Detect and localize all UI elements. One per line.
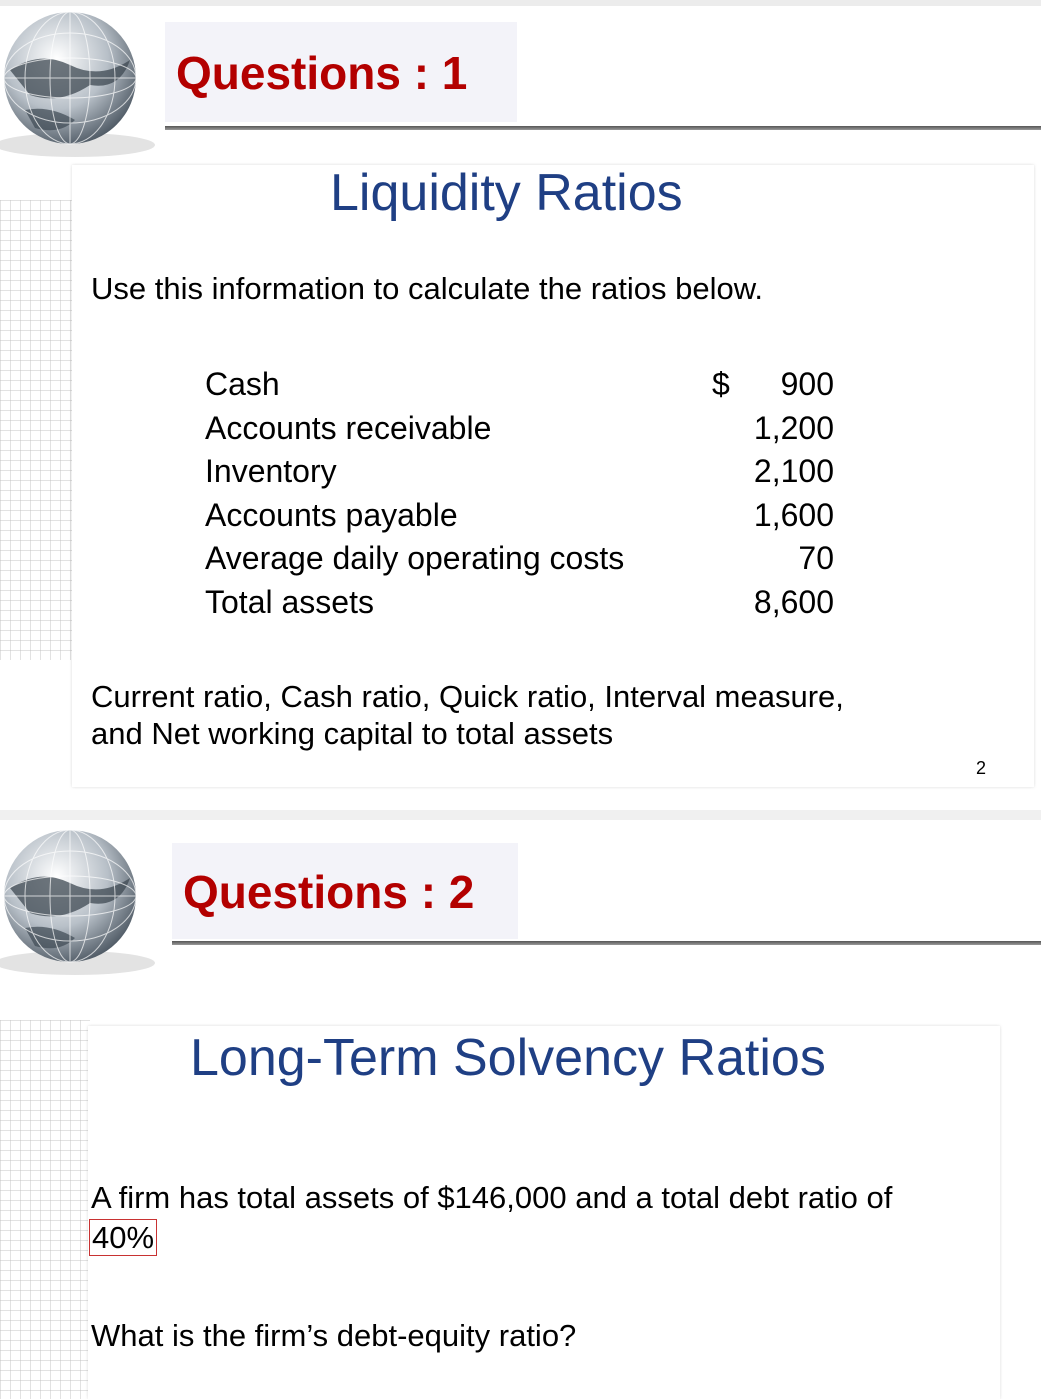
slide-2: [0, 820, 1041, 1399]
intro-text: Use this information to calculate the ratios below.: [91, 271, 764, 306]
section-heading: Liquidity Ratios: [330, 164, 683, 222]
question-text: What is the firm’s debt-equity ratio?: [91, 1318, 577, 1353]
problem-highlight: [89, 1220, 157, 1256]
title-divider: [172, 941, 1041, 945]
item-label-total-assets: Total assets: [205, 584, 374, 620]
page-number: 2: [976, 758, 987, 778]
currency-symbol: $: [712, 366, 730, 402]
item-label-accounts-payable: Accounts payable: [205, 497, 458, 533]
ratios-line-1: Current ratio, Cash ratio, Quick ratio, Interval measure,: [91, 679, 844, 714]
item-value-inventory: 2,100: [753, 453, 834, 489]
grid-decoration: [0, 1020, 90, 1399]
section-heading: Long-Term Solvency Ratios: [190, 1029, 826, 1087]
question-title: Questions : 2: [183, 866, 475, 918]
problem-text: A firm has total assets of $146,000 and a total debt ratio of: [91, 1180, 893, 1215]
globe-icon: [0, 10, 160, 160]
item-label-cash: Cash: [205, 366, 280, 402]
item-value-accounts-payable: 1,600: [753, 497, 834, 533]
item-label-avg-daily-costs: Average daily operating costs: [205, 540, 625, 576]
item-value-cash: 900: [780, 366, 834, 402]
item-value-accounts-receivable: 1,200: [753, 410, 834, 446]
top-border: [0, 0, 1041, 6]
item-value-avg-daily-costs: 70: [798, 540, 834, 576]
item-value-total-assets: 8,600: [753, 584, 834, 620]
item-label-inventory: Inventory: [205, 453, 337, 489]
item-label-accounts-receivable: Accounts receivable: [205, 410, 492, 446]
ratios-line-2: and Net working capital to total assets: [91, 716, 614, 751]
slide-separator: [0, 810, 1041, 820]
question-title: Questions : 1: [176, 47, 468, 99]
title-divider: [165, 126, 1041, 130]
globe-icon: [0, 828, 160, 978]
highlighted-value: 40%: [89, 1219, 157, 1256]
